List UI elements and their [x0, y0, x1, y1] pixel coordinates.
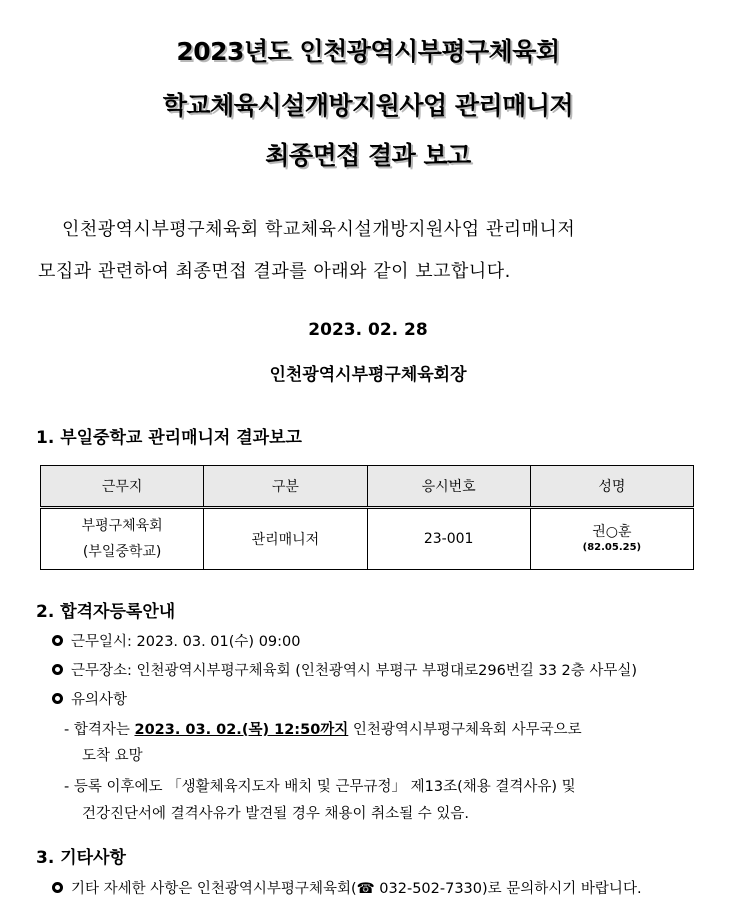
note-1-deadline: 2023. 03. 02.(목) 12:50까지	[134, 722, 349, 738]
result-table	[40, 465, 694, 570]
bullet-circle-icon	[52, 664, 63, 675]
bullet-circle-icon	[52, 882, 63, 893]
header-name: 성명	[530, 466, 693, 508]
bullet-contact	[52, 877, 642, 898]
bullet-notice	[52, 688, 127, 709]
title-line-1: 2023년도 인천광역시부평구체육회	[176, 37, 560, 66]
workplace-school: (부일중학교)	[82, 544, 162, 560]
applicant-name: 권○훈	[592, 524, 632, 540]
bullet-circle-icon	[52, 693, 63, 704]
note-1-continuation: 도착 요망	[82, 748, 143, 764]
note-1	[64, 718, 582, 739]
applicant-birth: (82.05.25)	[582, 542, 642, 553]
note-1-prefix: - 합격자는	[64, 722, 135, 738]
bullet-text: 기타 자세한 사항은 인천광역시부평구체육회(☎ 032-502-7330)로 문의하시기 바랍니다.	[71, 881, 642, 897]
report-date: 2023. 02. 28	[308, 320, 428, 340]
section-3-heading: 3. 기타사항	[36, 848, 126, 868]
section-2-heading: 2. 합격자등록안내	[36, 602, 176, 622]
bullet-text: 유의사항	[71, 692, 128, 708]
header-category: 구분	[204, 466, 367, 508]
note-1-suffix: 인천광역시부평구체육회 사무국으로	[348, 722, 582, 738]
section-1-heading: 1. 부일중학교 관리매니저 결과보고	[36, 428, 302, 448]
workplace-name: 부평구체육회	[81, 518, 163, 534]
bullet-text: 근무일시: 2023. 03. 01(수) 09:00	[71, 634, 301, 650]
cell-category: 관리매니저	[204, 508, 367, 570]
bullet-work-time	[52, 630, 300, 651]
cell-name	[530, 508, 693, 570]
note-2-line-1: - 등록 이후에도 「생활체육지도자 배치 및 근무규정」 제13조(채용 결격사유) 및	[64, 779, 576, 795]
cell-workplace	[41, 508, 204, 570]
title-line-3: 최종면접 결과 보고	[265, 141, 471, 170]
title-line-2: 학교체육시설개방지원사업 관리매니저	[162, 91, 574, 120]
intro-line-1: 인천광역시부평구체육회 학교체육시설개방지원사업 관리매니저	[62, 219, 576, 240]
bullet-circle-icon	[52, 635, 63, 646]
header-workplace: 근무지	[41, 466, 204, 508]
bullet-work-place	[52, 659, 637, 680]
issuer-name: 인천광역시부평구체육회장	[269, 365, 467, 385]
table-header-row	[41, 466, 694, 508]
bullet-text: 근무장소: 인천광역시부평구체육회 (인천광역시 부평구 부평대로296번길 33 2층 사무실)	[71, 663, 638, 679]
cell-exam-no: 23-001	[367, 508, 530, 570]
header-exam-no: 응시번호	[367, 466, 530, 508]
table-row	[41, 508, 694, 570]
note-2-line-2: 건강진단서에 결격사유가 발견될 경우 채용이 취소될 수 있음.	[82, 806, 470, 822]
intro-line-2: 모집과 관련하여 최종면접 결과를 아래와 같이 보고합니다.	[38, 261, 511, 282]
